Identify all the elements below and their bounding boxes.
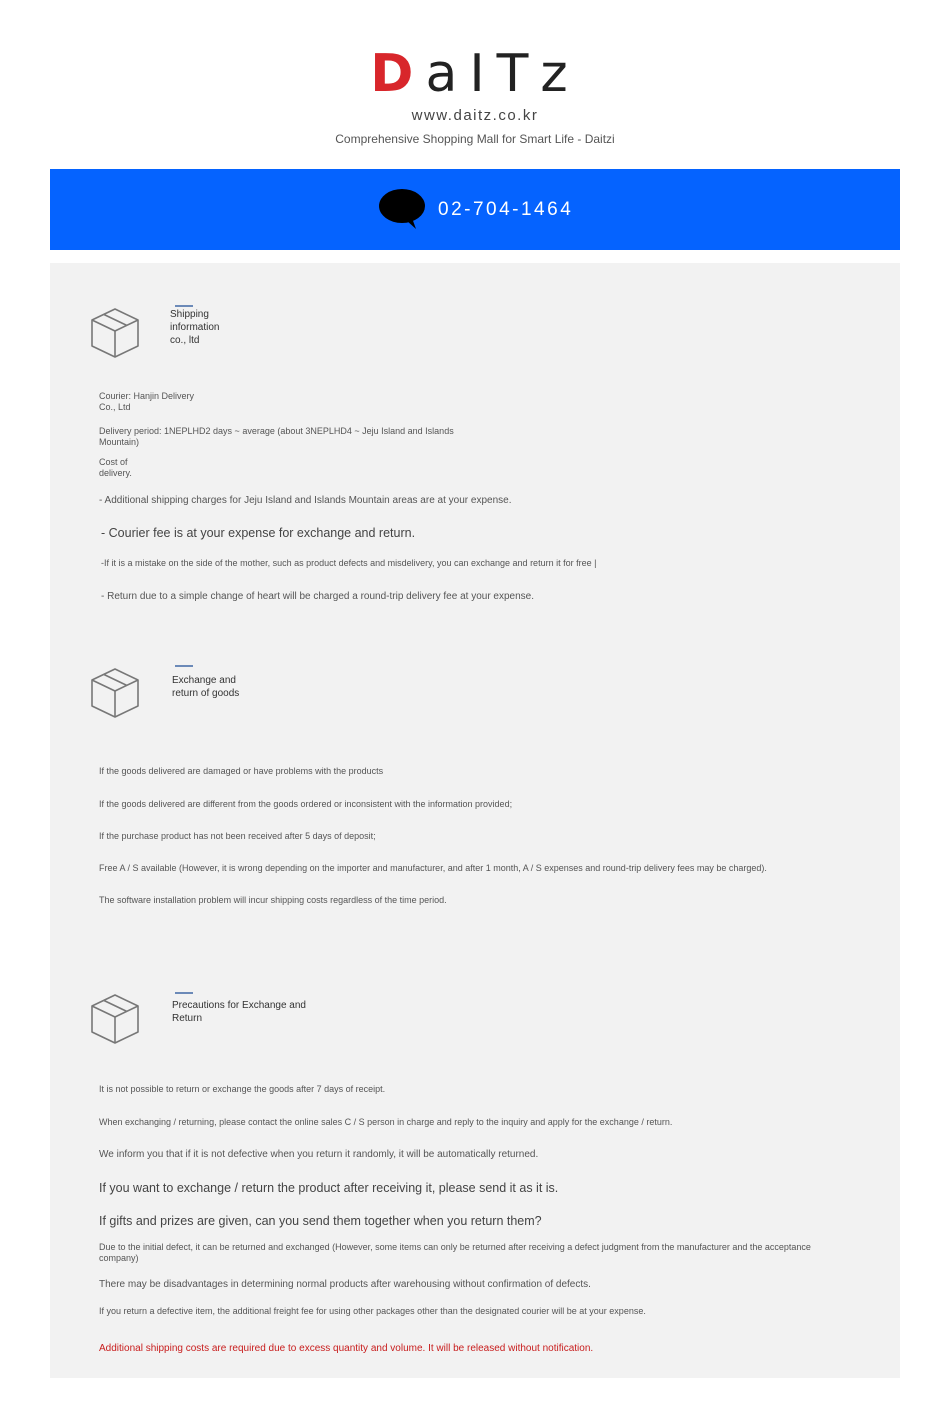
precaution-line: Due to the initial defect, it can be returned and exchanged (However, some items can only be returned after receiving a defect judgment from the manufacturer and the acceptance company) bbox=[99, 1242, 811, 1263]
courier-line: Courier: Hanjin Delivery Co., Ltd bbox=[99, 391, 195, 412]
site-url[interactable]: www.daitz.co.kr bbox=[411, 107, 539, 124]
logo-initial: D bbox=[370, 44, 426, 104]
exchange-line: The software installation problem will incur shipping costs regardless of the time period. bbox=[99, 895, 447, 905]
tagline: Comprehensive Shopping Mall for Smart Life - Daitzi bbox=[335, 132, 615, 146]
contact-bar bbox=[50, 169, 900, 250]
precaution-line: If you want to exchange / return the product after receiving it, please send it as it is. bbox=[99, 1181, 559, 1195]
precaution-line: If you return a defective item, the additional freight fee for using other packages other than the designated courier will be at your expense. bbox=[99, 1306, 646, 1316]
delivery-cost-line: Cost of delivery. bbox=[99, 457, 132, 478]
exchange-line: If the purchase product has not been received after 5 days of deposit; bbox=[99, 831, 376, 841]
shipping-line: - Courier fee is at your expense for exchange and return. bbox=[101, 526, 416, 540]
precaution-line: If gifts and prizes are given, can you send them together when you return them? bbox=[99, 1214, 542, 1228]
section-accent bbox=[175, 305, 193, 307]
exchange-line: Free A / S available (However, it is wrong depending on the importer and manufacturer, and after 1 month, A / S expenses and round-trip delivery fees may be charged). bbox=[99, 863, 767, 873]
shipping-line: -If it is a mistake on the side of the mother, such as product defects and misdelivery, you can exchange and return it for free | bbox=[101, 558, 597, 568]
box-icon bbox=[90, 307, 140, 359]
exchange-line: If the goods delivered are damaged or have problems with the products bbox=[99, 766, 384, 776]
precaution-line: We inform you that if it is not defective when you return it randomly, it will be automatically returned. bbox=[99, 1149, 539, 1160]
phone-number[interactable]: 02-704-1464 bbox=[438, 199, 574, 220]
precaution-line: When exchanging / returning, please contact the online sales C / S person in charge and reply to the inquiry and apply for the exchange / return. bbox=[99, 1117, 673, 1127]
box-icon bbox=[90, 993, 140, 1045]
precaution-line: There may be disadvantages in determining normal products after warehousing without confirmation of defects. bbox=[99, 1279, 591, 1290]
section-title-shipping: Shipping information co., ltd bbox=[170, 309, 220, 346]
section-accent bbox=[175, 665, 193, 667]
notice-line: Additional shipping costs are required due to excess quantity and volume. It will be released without notification. bbox=[99, 1343, 594, 1354]
shipping-line: - Return due to a simple change of heart will be charged a round-trip delivery fee at your expense. bbox=[101, 591, 535, 602]
brand-logo bbox=[0, 44, 950, 104]
box-icon bbox=[90, 667, 140, 719]
section-title-exchange: Exchange and return of goods bbox=[172, 675, 240, 699]
logo-rest: aITz bbox=[425, 44, 580, 104]
section-accent bbox=[175, 992, 193, 994]
shipping-line: - Additional shipping charges for Jeju Island and Islands Mountain areas are at your expense. bbox=[99, 495, 512, 506]
precaution-line: It is not possible to return or exchange the goods after 7 days of receipt. bbox=[99, 1084, 386, 1094]
exchange-line: If the goods delivered are different from the goods ordered or inconsistent with the information provided; bbox=[99, 799, 513, 809]
chat-bubble-icon bbox=[378, 188, 426, 230]
info-panel bbox=[50, 263, 900, 1378]
section-title-precautions: Precautions for Exchange and Return bbox=[172, 1000, 306, 1024]
delivery-period-line: Delivery period: 1NEPLHD2 days ~ average (about 3NEPLHD4 ~ Jeju Island and Islands Mountain) bbox=[99, 426, 454, 447]
